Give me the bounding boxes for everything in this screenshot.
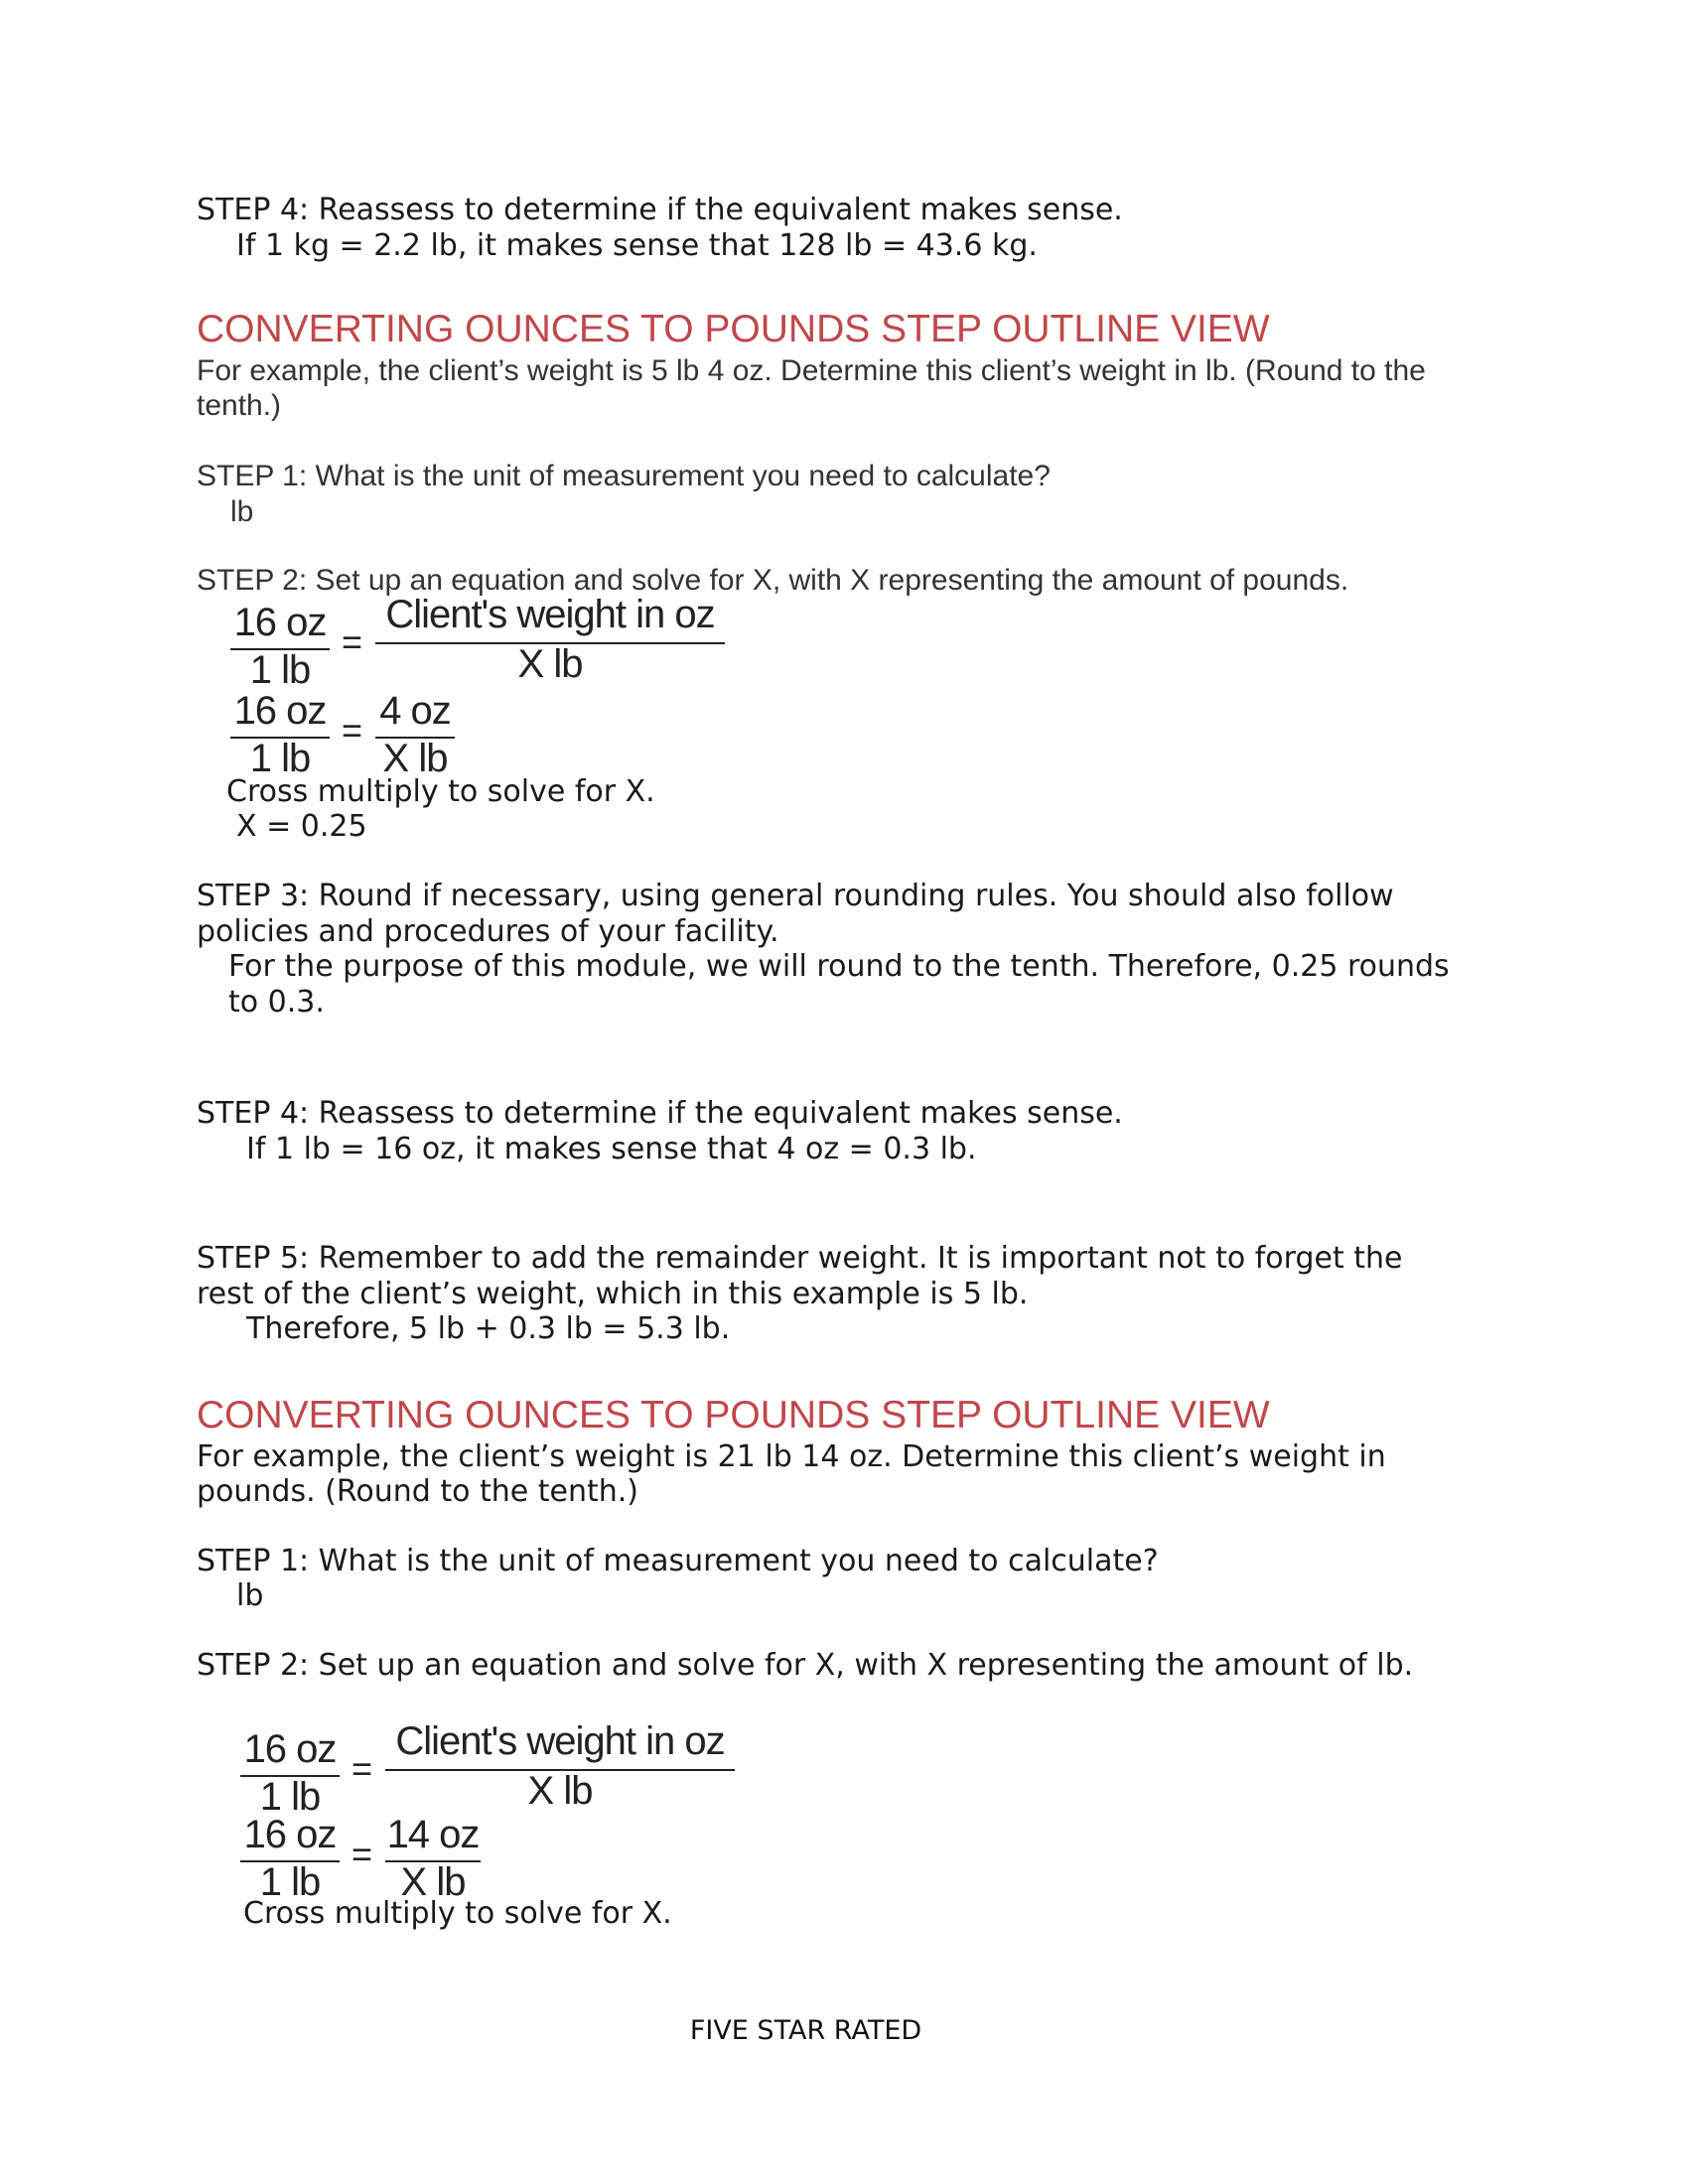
step5-text: Therefore, 5 lb + 0.3 lb = 5.3 lb. [246,1311,731,1346]
x-value: X = 0.25 [236,809,367,844]
fraction-numerator: 16 oz [233,689,327,733]
step2-title: STEP 2: Set up an equation and solve for X, with X representing the amount of lb. [197,1648,1414,1683]
fraction-numerator: Client's weight in oz [395,1719,725,1763]
fraction-denominator: X lb [517,642,583,686]
fraction-numerator: 16 oz [233,601,327,644]
example-line: For example, the client’s weight is 5 lb 4 oz. Determine this client’s weight in lb. (Round to the [197,354,1426,387]
step1-answer: lb [236,1578,264,1613]
step4-text: If 1 lb = 16 oz, it makes sense that 4 oz = 0.3 lb. [246,1132,977,1166]
fraction-denominator: X lb [382,737,448,780]
step3-title: STEP 3: Round if necessary, using general rounding rules. You should also follow [197,879,1394,913]
equals-sign: = [352,1834,373,1874]
fraction-denominator: 1 lb [249,648,311,692]
fraction-numerator: 16 oz [243,1813,337,1856]
step5-title: rest of the client’s weight, which in this example is 5 lb. [197,1277,1029,1311]
step1-title: STEP 1: What is the unit of measurement you need to calculate? [197,1544,1159,1578]
step1-answer: lb [230,495,254,528]
fraction-denominator: 1 lb [259,1860,321,1904]
example-line: For example, the client’s weight is 21 lb 14 oz. Determine this client’s weight in [197,1439,1386,1474]
step1-title: STEP 1: What is the unit of measurement you need to calculate? [197,460,1051,492]
section-heading: CONVERTING OUNCES TO POUNDS STEP OUTLINE VIEW [197,1394,1270,1436]
cross-multiply-note: Cross multiply to solve for X. [226,774,655,809]
example-line: tenth.) [197,389,282,422]
step2-title: STEP 2: Set up an equation and solve for X, with X representing the amount of pounds. [197,564,1349,597]
section-heading: CONVERTING OUNCES TO POUNDS STEP OUTLINE VIEW [197,308,1270,350]
step3-text: to 0.3. [228,985,325,1020]
step4-title: STEP 4: Reassess to determine if the equivalent makes sense. [197,193,1123,227]
fraction-denominator: 1 lb [259,1775,321,1819]
fraction-denominator: 1 lb [249,737,311,780]
equals-sign: = [342,710,363,751]
page-footer: FIVE STAR RATED [689,2015,922,2046]
equals-sign: = [342,621,363,662]
fraction-numerator: 14 oz [386,1813,480,1856]
fraction-denominator: X lb [527,1769,593,1813]
fraction-denominator: X lb [400,1860,466,1904]
fraction-numerator: Client's weight in oz [385,593,715,636]
step3-title: policies and procedures of your facility. [197,914,779,949]
fraction-numerator: 4 oz [379,689,451,733]
fraction-numerator: 16 oz [243,1727,337,1771]
step3-text: For the purpose of this module, we will round to the tenth. Therefore, 0.25 rounds [228,949,1450,984]
step4-text: If 1 kg = 2.2 lb, it makes sense that 128 lb = 43.6 kg. [236,228,1038,263]
step5-title: STEP 5: Remember to add the remainder weight. It is important not to forget the [197,1241,1403,1276]
equals-sign: = [352,1748,373,1789]
example-line: pounds. (Round to the tenth.) [197,1474,639,1509]
step4-title: STEP 4: Reassess to determine if the equivalent makes sense. [197,1096,1123,1131]
cross-multiply-note: Cross multiply to solve for X. [243,1896,672,1931]
